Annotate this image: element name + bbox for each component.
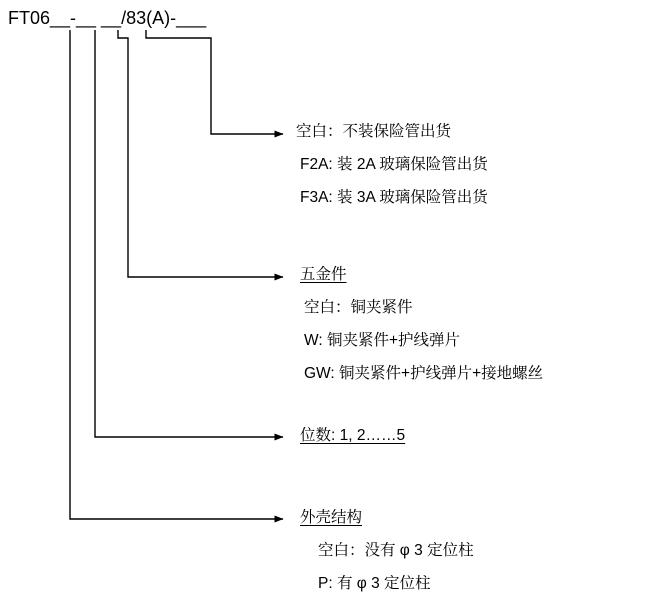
callout-hardware-line-2: W: 铜夹紧件+护线弹片 [304, 332, 461, 349]
callout-hardware [300, 265, 543, 384]
callout-fuse-title: 空白：不装保险管出货 [296, 123, 452, 140]
callout-positions-title: 位数: 1, 2……5 [300, 427, 406, 444]
product-code-label: FT06__-__ __/83(A)-___ [8, 8, 207, 28]
callout-fuse-line-2: F3A: 装 3A 玻璃保险管出货 [300, 189, 488, 206]
callout-hardware-line-3: GW: 铜夹紧件+护线弹片+接地螺丝 [304, 365, 544, 382]
callout-housing-line-2: P: 有 φ 3 定位柱 [318, 575, 431, 592]
callout-housing-title: 外壳结构 [300, 509, 363, 526]
callout-fuse-line-1: F2A: 装 2A 玻璃保险管出货 [300, 156, 488, 173]
callout-positions [300, 426, 405, 446]
callout-fuse [296, 122, 488, 208]
callout-housing [300, 508, 474, 594]
callout-hardware-title: 五金件 [300, 266, 347, 283]
callout-housing-line-1: 空白：没有 φ 3 定位柱 [318, 542, 474, 559]
callout-hardware-line-1: 空白：铜夹紧件 [304, 299, 413, 316]
